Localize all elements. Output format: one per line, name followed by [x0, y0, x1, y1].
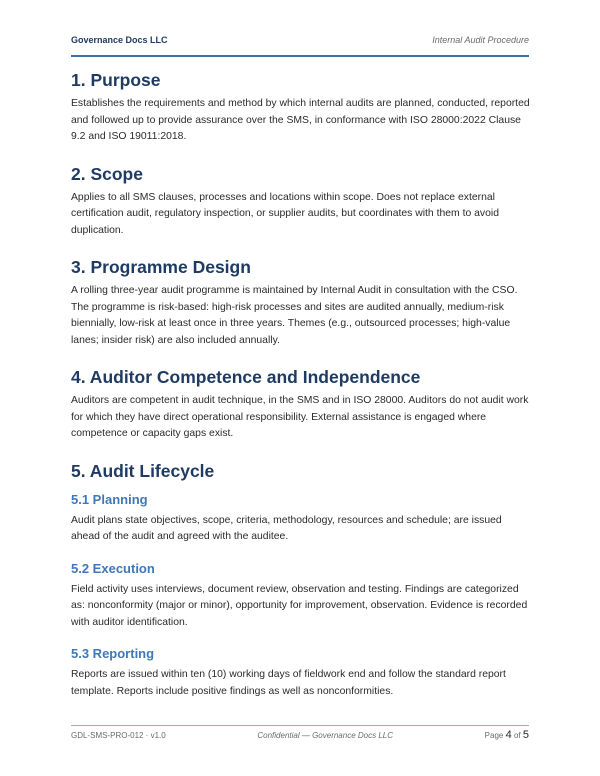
subsection-planning [71, 491, 531, 546]
section-paragraph: A rolling three-year audit programme is maintained by Internal Audit in consultation with the CSO. The programme is risk-based: high-risk processes and sites are audited annually, medium-risk biennially, low-risk at least once in three years. Themes (e.g., outsourced processes; high-value lanes; insider risk) are also included annually. [71, 285, 518, 346]
subsection-paragraph: Audit plans state objectives, scope, criteria, methodology, resources and schedule; are issued ahead of the audit and agreed with the auditee. [71, 514, 502, 542]
section-heading: 2. Scope [71, 163, 143, 184]
header-divider [71, 55, 529, 57]
page-footer [71, 729, 529, 743]
section-heading: 3. Programme Design [71, 257, 251, 277]
subsection-heading: 5.3 Reporting [71, 646, 155, 661]
header-document-title: Internal Audit Procedure [432, 35, 529, 45]
subsection-paragraph: Field activity uses interviews, document review, observation and testing. Findings are categorized as: nonconformity (major or minor), opportunity for improvement, observation. Evidence is recorded with auditor identification. [71, 583, 528, 628]
section-scope [71, 162, 531, 240]
section-purpose [71, 68, 531, 146]
section-heading: 1. Purpose [71, 70, 161, 90]
subsection-heading: 5.1 Planning [71, 491, 148, 507]
section-auditor-competence [71, 365, 531, 443]
section-audit-lifecycle [71, 459, 531, 701]
subsection-reporting [71, 645, 531, 700]
section-heading: 4. Auditor Competence and Independence [71, 367, 421, 387]
header-company-name: Governance Docs LLC [71, 35, 168, 45]
page-header [71, 33, 529, 47]
subsection-paragraph: Reports are issued within ten (10) working days of fieldwork end and follow the standard report template. Reports include positive findings as well as nonconformities. [71, 669, 506, 697]
section-paragraph: Applies to all SMS clauses, processes and locations within scope. Does not replace external certification audit, regulatory inspection, or supplier audits, but coordinates with them to avoid duplication. [71, 191, 499, 236]
page-prefix: Page [484, 731, 504, 740]
section-heading: 5. Audit Lifecycle [71, 460, 215, 481]
section-programme-design [71, 255, 531, 349]
page-of: of [513, 731, 521, 740]
footer-document-id: GDL-SMS-PRO-012 · v1.0 [71, 731, 166, 740]
footer-confidentiality: Confidential — Governance Docs LLC [257, 731, 393, 740]
subsection-heading: 5.2 Execution [71, 560, 155, 576]
subsection-execution [71, 560, 531, 632]
page-content [71, 66, 531, 710]
footer-divider [71, 725, 529, 726]
page-current: 4 [505, 729, 512, 741]
section-paragraph: Establishes the requirements and method by which internal audits are planned, conducted, reported and followed up to provide assurance over the SMS, in conformance with ISO 28000:2022 Clause 9.2 and ISO 19011:2018. [71, 98, 530, 142]
section-paragraph: Auditors are competent in audit technique, in the SMS and in ISO 28000. Auditors do not audit work for which they have direct operational responsibility. External assistance is engaged where competence or capacity gaps exist. [71, 395, 529, 439]
page-total: 5 [522, 729, 529, 741]
footer-page-number [485, 729, 529, 741]
